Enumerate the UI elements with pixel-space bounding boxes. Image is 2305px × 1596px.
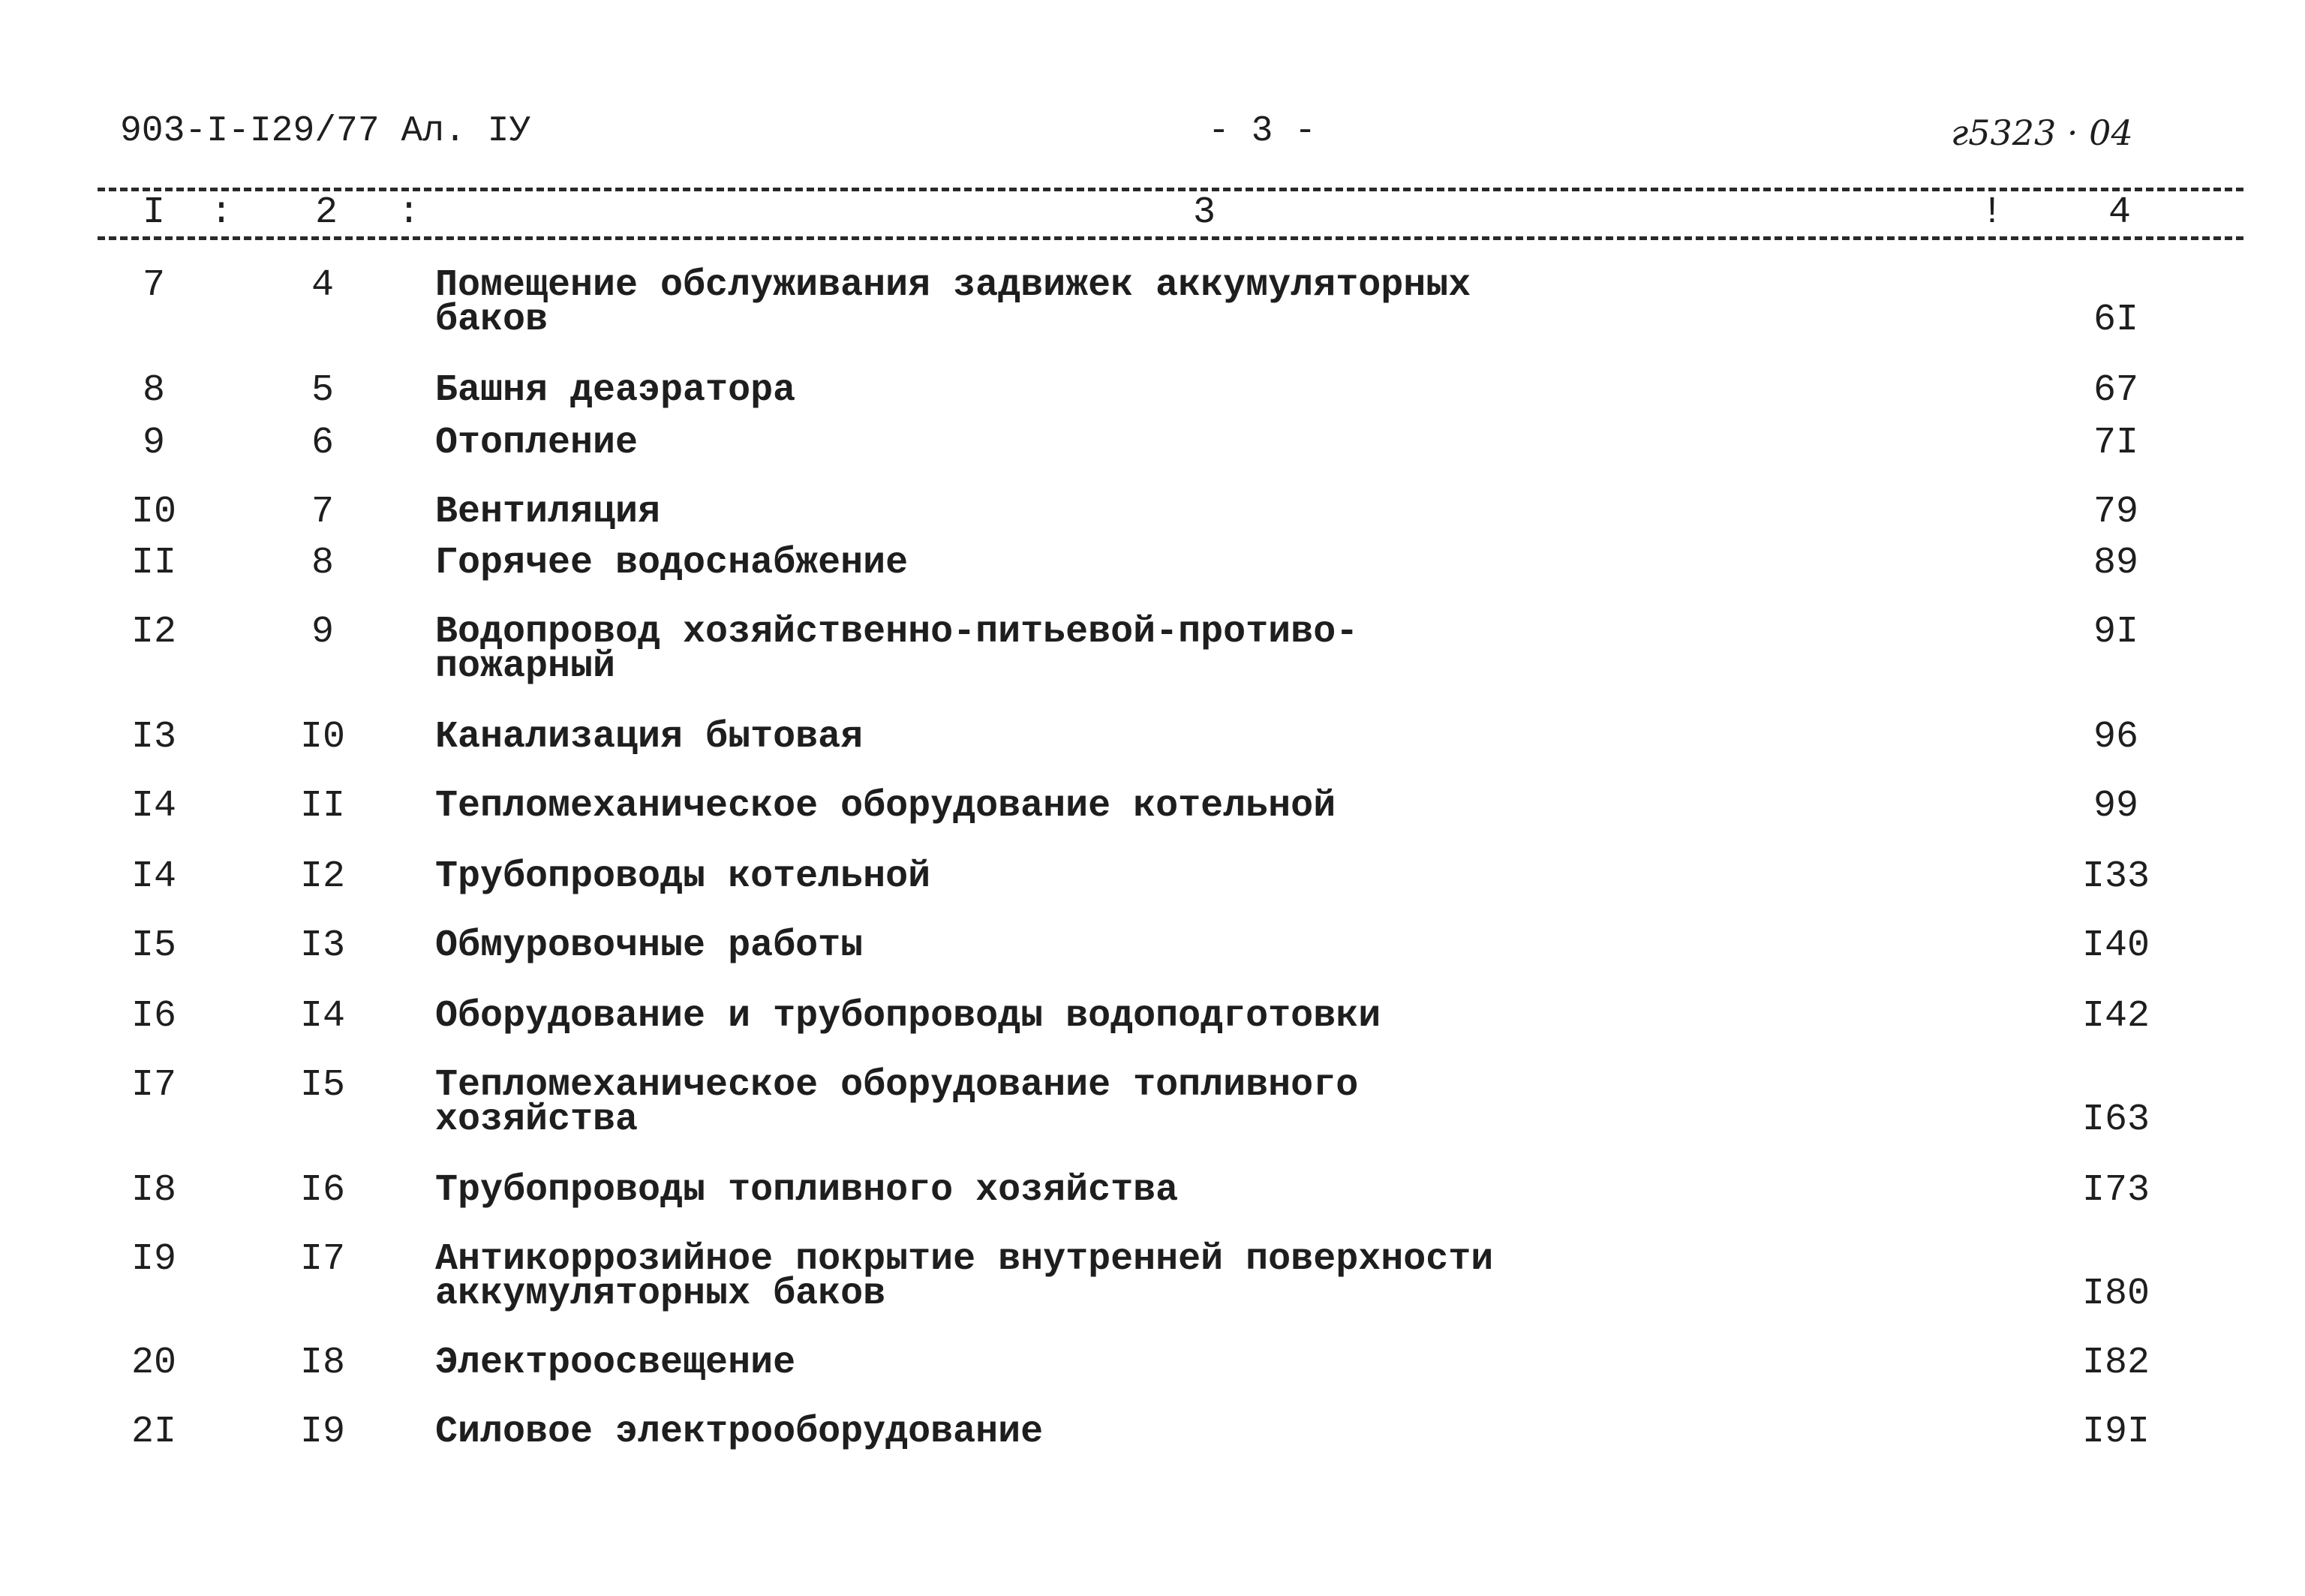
section-number: 4	[311, 264, 334, 307]
page-ref: 7I	[2093, 422, 2138, 464]
row-number: I8	[131, 1169, 176, 1212]
section-title-line: Трубопроводы котельной	[435, 855, 931, 898]
table-row	[0, 1342, 2305, 1384]
section-number: I2	[299, 855, 345, 898]
table-row	[0, 785, 2305, 828]
page-ref: 89	[2093, 542, 2138, 585]
page-ref: 67	[2093, 369, 2138, 412]
column-header-4: 4	[2108, 191, 2132, 234]
row-number: I0	[131, 491, 176, 534]
section-title-line: Водопровод хозяйственно-питьевой-противо-	[435, 611, 1359, 654]
header-rule-bottom	[98, 236, 2243, 240]
section-number: II	[299, 785, 345, 828]
section-title-line: Тепломеханическое оборудование котельной	[435, 785, 1336, 828]
row-number: II	[131, 542, 176, 585]
row-number: I9	[131, 1238, 176, 1281]
section-title-line: Обмуровочные работы	[435, 924, 864, 967]
table-row	[0, 542, 2305, 585]
row-number: 2I	[131, 1411, 176, 1453]
section-title-line: баков	[435, 299, 548, 341]
section-number: 8	[311, 542, 334, 585]
row-number: I5	[131, 924, 176, 967]
section-title-line: Тепломеханическое оборудование топливного	[435, 1064, 1359, 1107]
page-ref: 6I	[2093, 299, 2138, 341]
section-number: I4	[299, 995, 345, 1038]
table-row	[0, 1411, 2305, 1453]
section-number: 6	[311, 422, 334, 464]
page-ref: I33	[2081, 855, 2150, 898]
section-number: I8	[299, 1342, 345, 1384]
section-title-line: пожарный	[435, 645, 616, 688]
row-number: I4	[131, 785, 176, 828]
section-title-line: Трубопроводы топливного хозяйства	[435, 1169, 1179, 1212]
row-number: I6	[131, 995, 176, 1038]
section-number: I7	[299, 1238, 345, 1281]
page-ref: 9I	[2093, 611, 2138, 654]
table-row	[0, 995, 2305, 1038]
table-row	[0, 924, 2305, 967]
row-number: 20	[131, 1342, 176, 1384]
document-code: 903-I-I29/77 Ал. IУ	[120, 111, 531, 152]
row-number: 9	[142, 422, 165, 464]
column-separator: !	[1981, 191, 2004, 234]
page-ref: I63	[2081, 1099, 2150, 1141]
section-title-line: Горячее водоснабжение	[435, 542, 909, 585]
page-ref: I82	[2081, 1342, 2150, 1384]
column-separator: :	[398, 191, 421, 234]
section-number: I5	[299, 1064, 345, 1107]
page-ref: I80	[2081, 1273, 2150, 1315]
section-title-line: хозяйства	[435, 1099, 639, 1141]
section-title-line: Вентиляция	[435, 491, 661, 534]
row-number: 7	[142, 264, 165, 307]
row-number: I3	[131, 716, 176, 759]
section-number: I3	[299, 924, 345, 967]
page-ref: I42	[2081, 995, 2150, 1038]
section-number: I9	[299, 1411, 345, 1453]
page-ref: I40	[2081, 924, 2150, 967]
section-title-line: Оборудование и трубопроводы водоподготовки	[435, 995, 1381, 1038]
section-number: I0	[299, 716, 345, 759]
page-ref: 79	[2093, 491, 2138, 534]
row-number: 8	[142, 369, 165, 412]
section-title-line: Силовое электрооборудование	[435, 1411, 1044, 1453]
row-number: I4	[131, 855, 176, 898]
section-title-line: Башня деаэратора	[435, 369, 796, 412]
archive-number: г5323 · 04	[1951, 113, 2133, 153]
section-title-line: аккумуляторных баков	[435, 1273, 886, 1315]
row-number: I7	[131, 1064, 176, 1107]
column-header-3: 3	[1193, 191, 1216, 234]
page-ref: I73	[2081, 1169, 2150, 1212]
column-header-2: 2	[315, 191, 338, 234]
table-row	[0, 716, 2305, 759]
section-title-line: Канализация бытовая	[435, 716, 864, 759]
page-number: - 3 -	[1208, 111, 1317, 152]
section-title-line: Антикоррозийное покрытие внутренней поверхности	[435, 1238, 1494, 1281]
table-row	[0, 422, 2305, 464]
row-number: I2	[131, 611, 176, 654]
page-ref: I9I	[2081, 1411, 2150, 1453]
column-header-1: I	[143, 191, 166, 234]
section-title-line: Помещение обслуживания задвижек аккумуляторных	[435, 264, 1471, 307]
page-ref: 99	[2093, 785, 2138, 828]
table-row	[0, 491, 2305, 534]
page-ref: 96	[2093, 716, 2138, 759]
section-title-line: Отопление	[435, 422, 639, 464]
table-row	[0, 611, 2305, 688]
column-separator: :	[210, 191, 233, 234]
section-number: 9	[311, 611, 334, 654]
section-number: 7	[311, 491, 334, 534]
table-row	[0, 855, 2305, 898]
section-number: 5	[311, 369, 334, 412]
section-title-line: Электроосвещение	[435, 1342, 796, 1384]
section-number: I6	[299, 1169, 345, 1212]
